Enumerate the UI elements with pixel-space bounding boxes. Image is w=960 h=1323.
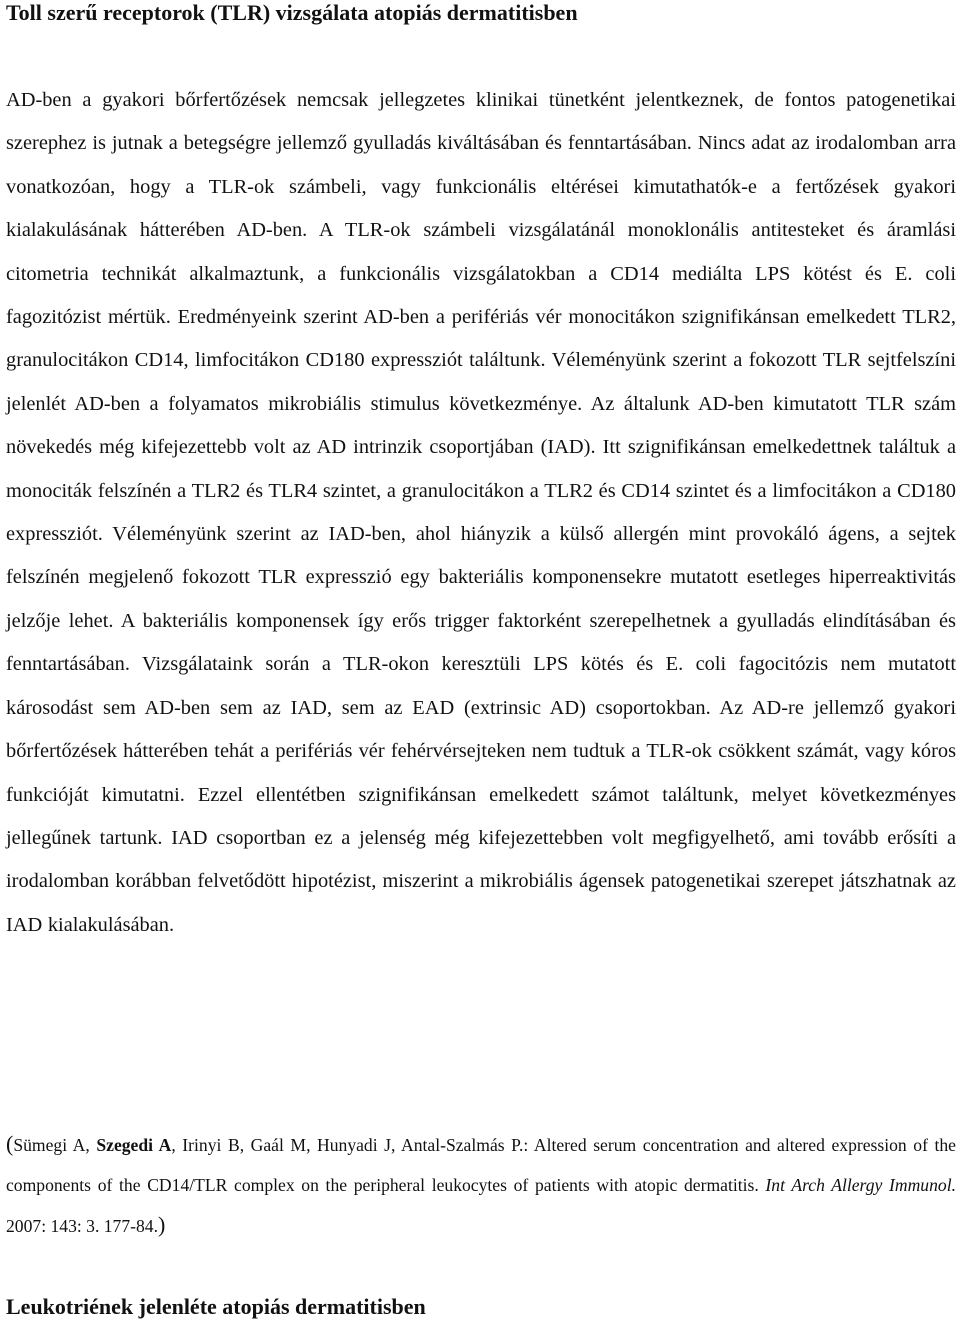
section-title: Toll szerű receptorok (TLR) vizsgálata atopiás dermatitisben xyxy=(6,0,578,25)
citation-authors-after: , Irinyi B, Gaál M, Hunyadi J, Antal-Szalmás P. xyxy=(171,1135,524,1155)
citation-authors-bold: Szegedi A xyxy=(96,1135,172,1155)
citation-title: : Altered serum concentration and altered expression of the components of the CD14/TLR complex on the peripheral leukocytes of patients with atopic dermatitis. xyxy=(6,1135,956,1195)
body-paragraph: AD-ben a gyakori bőrfertőzések nemcsak jellegzetes klinikai tünetként jelentkeznek, de fontos patogenetikai szerephez is jutnak a betegségre jellemző gyulladás kiváltásában és fenntartásában. Nincs adat az irodalomban arra vonatkozóan, hogy a TLR-ok számbeli, vagy funkcionális eltérései kimutathatók-e a fertőzések gyakori kialakulásának hátterében AD-ben. A TLR-ok számbeli vizsgálatánál monoklonális antitesteket és áramlási citometria technikát alkalmaztunk, a funkcionális vizsgálatokban a CD14 mediálta LPS kötést és E. coli fagozitózist mértük. Eredményeink szerint AD-ben a perifériás vér monocitákon szignifikánsan emelkedett TLR2, granulocitákon CD14, limfocitákon CD180 expressziót találtunk. Véleményünk szerint a fokozott TLR sejtfelszíni jelenlét AD-ben a folyamatos mikrobiális stimulus következménye. Az általunk AD-ben kimutatott TLR szám növekedés még kifejezettebb volt az AD intrinzik csoportjában (IAD). Itt szignifikánsan emelkedettnek találtuk a monociták felszínén a TLR2 és TLR4 szintet, a granulocitákon a TLR2 és CD14 szintet és a limfocitákon a CD180 expressziót. Véleményünk szerint az IAD-ben, ahol hiányzik a külső allergén mint provokáló ágens, a sejtek felszínén megjelenő fokozott TLR expresszió egy bakteriális komponensekre mutatott esetleges hiperreaktivitás jelzője lehet. A bakteriális komponensek így erős trigger faktorként szerepelhetnek a gyulladás elindításában és fenntartásában. Vizsgálataink során a TLR-okon keresztüli LPS kötés és E. coli fagocitózis nem mutatott károsodást sem AD-ben sem az IAD, sem az EAD (extrinsic AD) csoportokban. Az AD-re jellemző gyakori bőrfertőzések hátterében tehát a perifériás vér fehérvérsejteken nem tudtuk a TLR-ok csökkent számát, vagy kóros funkcióját kimutatni. Ezzel ellentétben szignifikánsan emelkedett számot találtunk, melyet következményes jellegűnek tartunk. IAD csoportban ez a jelenség még kifejezettebben volt megfigyelhető, ami tovább erősíti a irodalomban korábban felvetődött hipotézist, miszerint a mikrobiális ágensek patogenetikai szerepet játszhatnak az IAD kialakulásában. xyxy=(6,89,956,936)
citation xyxy=(6,1124,956,1247)
citation-open-paren: ( xyxy=(6,1131,14,1156)
next-section-title: Leukotriének jelenléte atopiás dermatitisben xyxy=(6,1294,426,1319)
citation-details: 2007: 143: 3. 177-84. xyxy=(6,1216,158,1236)
citation-authors-before: Sümegi A, xyxy=(13,1135,97,1155)
citation-close-paren: ) xyxy=(158,1212,166,1237)
citation-journal: Int Arch Allergy Immunol. xyxy=(765,1174,956,1195)
